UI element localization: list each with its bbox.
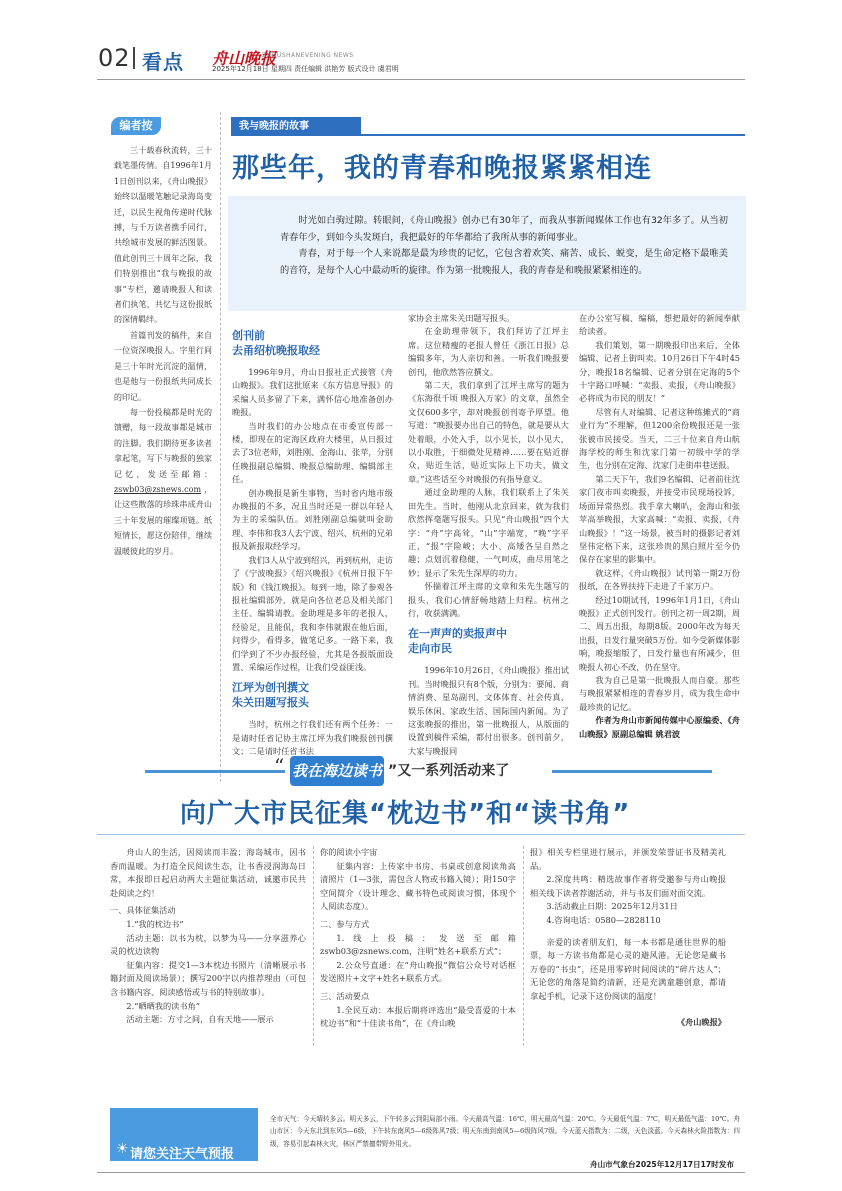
column-separator	[220, 112, 221, 782]
body-paragraph: 我们策划，第一期晚报印出来后，全体编辑、记者上街叫卖。10月26日下午4时45分，晚报18名编辑、记者分别在定海的5个十字路口呼喊：“卖报、卖报，《舟山晚报》必将成为市民的朋友！”	[579, 339, 740, 404]
editor-note-paragraph	[114, 405, 212, 559]
author-signature: 作者为舟山市新闻传媒中心原编委、《舟山晚报》原副总编辑 姚君波	[579, 715, 740, 739]
campaign-paragraph: 征集内容：提交1—3本枕边书照片（清晰展示书籍封面及阅读场景）；撰写200字以内推荐理由（可包含书籍内容、阅读感悟或与书的特别故事）。	[110, 959, 306, 997]
body-paragraph: 第二天下午，我们9名编辑、记者前往沈家门夜市叫卖晚报，并接受市民现场投诉，场面异常热烈。我手拿大喇叭，金海山和张苹高举晚报，大家高喊：“卖报、卖报，《舟山晚报》！”这一场景，被当时的摄影记者刘坚伟定格下来，这张珍贵的黑白照片至今仍保存在家里的影集中。	[579, 473, 740, 565]
campaign-rule-left	[145, 770, 285, 773]
body-paragraph: 当时，杭州之行我们还有两个任务：一是请时任省记协主席江坪为我们晚报创刊撰文；二是请时任省书法	[232, 719, 393, 757]
campaign-paragraph: 4.咨询电话：0580—2828110	[546, 914, 661, 925]
paper-english-name: ZHOUSHANEVENING NEWS	[262, 52, 354, 59]
email-link[interactable]: zswb03@zsnews.com	[114, 484, 202, 494]
campaign-paragraph: 活动主题：方寸之间，自有天地——展示	[126, 1014, 274, 1025]
campaign-paragraph: 活动主题：以书为枕，以梦为马——分享滋养心灵的枕边读物	[110, 932, 306, 957]
body-paragraph: 1996年10月26日，《舟山晚报》推出试刊。当时晚报只有8个版，分别为：要闻、商情消费、星岛副刊、文体体育、社会传真、娱乐休闲、家政生活、国际国内新闻。为了这张晚报的推出，第一批晚报人，从版面的设置到稿件采编，都付出很多。创刊前夕，大家与晚报同	[408, 665, 569, 756]
body-paragraph: 家协会主席朱关田题写报头。	[408, 313, 515, 323]
campaign-paragraph: 征集内容：上传家中书房、书桌或创意阅读角高清照片（1—3张，需包含人物或书籍入镜）；附150字空间简介（设计理念、藏书特色或阅读习惯，体现个人阅读态度）。	[320, 860, 516, 912]
subheading-masthead: 江坪为创刊撰文 朱关田题写报头	[232, 681, 309, 710]
body-paragraph: 1996年9月，舟山日报社正式接管《舟山晚报》。我们这批原来《东方信息导报》的采编人员多留了下来，满怀信心地准备创办晚报。	[232, 367, 393, 418]
story-headline: 那些年，我的青春和晚报紧紧相连	[232, 153, 652, 184]
campaign-column-1	[110, 846, 306, 1027]
body-paragraph: 我为自己是第一批晚报人而自豪。那些与晚报紧紧相连的青春岁月，成为我生命中最珍贵的记忆。	[579, 674, 740, 712]
campaign-column-3	[530, 846, 726, 1029]
section-rule	[361, 134, 745, 136]
editor-note-paragraph: 三十载春秋流转，三十载笔墨传情。自1996年1月1日创刊以来，《舟山晚报》始终以温暖笔触记录海岛变迁，以民生视角传递时代脉搏，与千万读者携手同行，共绘城市发展的鲜活图景。值此创刊三十周年之际，我们特别推出“我与晚报的故事”专栏，邀请晚报人和读者们执笔，共忆与这份报纸的深情羁绊。	[114, 146, 212, 325]
campaign-paragraph: 2.“晒晒我的读书角”	[126, 1000, 200, 1011]
campaign-paragraph: 1.线上投稿：发送至邮箱zswb03@zsnews.com，注明“姓名+联系方式”；	[320, 932, 516, 957]
body-paragraph: 怀揣着江坪主席的文章和朱先生题写的报头，我们心情舒畅地踏上归程。杭州之行，收获满满。	[408, 581, 569, 618]
footer-rule	[97, 1172, 745, 1173]
body-paragraph: 在办公室写稿、编稿，想把最好的新闻奉献给读者。	[579, 313, 740, 337]
story-lead	[280, 213, 728, 279]
subheading-before-launch: 创刊前 去甬绍杭晚报取经	[232, 329, 320, 357]
campaign-paragraph: 1.全民互动：本报后期将评选出“最受喜爱的十本枕边书”和“十佳读书角”，在《舟山晚	[320, 1004, 516, 1029]
campaign-heading: 一、具体征集活动	[110, 905, 176, 916]
quote-mark: “	[274, 754, 285, 778]
story-section-tag: 我与晚报的故事	[231, 117, 361, 136]
campaign-paragraph: 2.深度共鸣：精选故事作者将受邀参与舟山晚报相关线下读者荐谢活动，并与书友们面对面交流。	[530, 874, 726, 898]
campaign-paragraph: 报》相关专栏里进行展示，并颁发荣誉证书及精美礼品。	[530, 847, 726, 871]
column-name: 看点	[142, 50, 184, 74]
lead-paragraph: 时光如白驹过隙。转眼间，《舟山晚报》创办已有30年了，而我从事新闻媒体工作也有32年多了。从当初青春年少，到如今头发斑白，我把最好的年华都给了我所从事的新闻事业。	[280, 215, 728, 243]
subheading-selling: 在一声声的卖报声中 走向市民	[408, 627, 507, 656]
sun-icon: ☀	[116, 1141, 129, 1157]
campaign-column-2	[320, 846, 516, 1031]
story-column-3	[579, 312, 740, 741]
campaign-paragraph: 亲爱的读者朋友们，每一本书都是通往世界的船票，每一方读书角都是心灵的避风港。无论您是藏书万卷的“书虫”，还是用零碎时间阅读的“碎片达人”；无论您的角落是简约清新，还是充满童趣创意，都请拿起手机，记录下这份阅读的温度！	[530, 936, 726, 1001]
column-separator	[523, 846, 524, 1046]
campaign-paragraph: 舟山人的生活，因阅读而丰盈；海岛城市，因书香而温暖。为打造全民阅读生态，让书香浸润海岛日常，本报即日起启动两大主题征集活动，诚邀市民共赴阅读之约！	[110, 847, 306, 898]
campaign-paragraph: 2.公众号直通：在“舟山晚报”微信公众号对话框发送照片+文字+姓名+联系方式。	[320, 959, 516, 984]
editor-note	[114, 143, 212, 559]
weather-title: 请您关注天气预报	[130, 1147, 235, 1162]
editor-note-text: 每一份投稿都是时光的馈赠，每一段故事都是城市的注脚。我们期待更多读者拿起笔，写下与晚报的独家记忆，发送至邮箱：	[114, 407, 212, 479]
campaign-source: 《舟山晚报》	[676, 1016, 726, 1027]
body-paragraph: 当时我们的办公地点在市委宣传部一楼，即现在的定海区政府大楼里，从日报过去了3位老师，刘胜刚、金海山、张苹，分别任晚报副总编辑、晚报总编助理、编辑部主任。	[232, 420, 393, 485]
header-divider	[133, 47, 135, 69]
campaign-paragraph: 1.“我的枕边书”	[126, 918, 184, 929]
body-paragraph: 经过10期试刊，1996年1月1日，《舟山晚报》正式创刊发行。创刊之初一周2期，周二、周五出报，每期8版。2000年改为每天出报，日发行量突破5万份。如今受新媒体影响，晚报缩版了，日发行量也有所减少，但晚报人初心不改，仍在坚守。	[579, 594, 740, 672]
campaign-logo: 我在海边读书	[290, 756, 384, 786]
weather-source: 舟山市气象台2025年12月17日17时发布	[590, 1160, 734, 1169]
weather-forecast: 全市天气：今天晴转多云。明天多云，下午转多云到阴局部小雨。今天最高气温：16℃，明天最高气温：20℃。今天最低气温：7℃，明天最低气温：10℃。舟山市区：今天东北到东风5—6级，下午转东南风5—6级阵风7级；明天东南到南风5—6级阵风7级。今天蓝天指数为：二级，天色淡蓝。今天森林火险指数为：四级，容易引起森林火灾，林区严禁擅带野外用火。	[270, 1115, 740, 1148]
body-paragraph: 就这样，《舟山晚报》试刊第一期2万份报纸，在各界扶持下走进了千家万户。	[579, 567, 740, 592]
body-paragraph: 第二天，我们拿到了江坪主席写的题为《东海很千顷 晚报入万家》的文章，虽然全文仅600多字，却对晚报创刊寄予厚望。他写道：“晚报要办出自己的特色，就是要从大处着眼，小处入手，以小见长，以小见大，以小取胜，于细微处见精神……要在贴近群众，贴近生活，贴近实际上下功夫，做文章。”这些话至今对晚报仍有指导意义。	[408, 380, 569, 484]
issue-info: 2025年12月18日 星期四 责任编辑 洪艳芳 版式设计 虞君明	[212, 65, 399, 73]
campaign-headline: 向广大市民征集“枕边书”和“读书角”	[180, 799, 631, 829]
body-paragraph: 我们3人从宁波到绍兴，再到杭州，走访了《宁波晚报》《绍兴晚报》《杭州日报下午版》和《钱江晚报》。每到一地，除了参观各报社编辑部外，就是向各位老总及相关部门主任、编辑请教。金助理是多年的老报人，经验足，且能侃，我和李伟就跟在他后面，问得少，看得多，做笔记多。一路下来，我们学到了不少办报经验，尤其是各报版面设置、采编运作过程，让我们受益匪浅。	[232, 554, 393, 672]
body-paragraph: 尽管有人对编辑、记者这种练摊式的“商业行为”不理解，但1200余份晚报还是一张张被市民接受。当天，二三十位来自舟山航海学校的师生和沈家门第一初级中学的学生，也分别在定海、沈家门走街串巷送报。	[579, 406, 740, 471]
editor-note-badge: 编者按	[111, 117, 161, 135]
campaign-paragraph: 你的阅读小宇宙	[320, 847, 378, 857]
page-number: 02	[98, 44, 131, 72]
campaign-heading: 三、活动要点	[320, 990, 370, 1001]
campaign-heading: 二、参与方式	[320, 918, 370, 929]
campaign-paragraph: 3.活动截止日期：2025年12月31日	[546, 901, 678, 912]
campaign-rule-right	[552, 770, 712, 773]
lead-paragraph: 青春，对于每一个人来说都是最为珍贵的记忆，它包含着欢笑、痛苦、成长、蜕变，是生命定格下最唯美的音符，是每个人心中最动听的旋律。作为第一批晚报人，我的青春是和晚报紧紧相连的。	[280, 248, 728, 276]
paper-logo: 舟山晚报	[212, 49, 277, 68]
story-column-2	[408, 312, 569, 758]
editor-note-tail: ，让这些散落的珍珠串成舟山三十年发展的璀璨项链。纸短情长，愿这份陪伴，继续温暖彼此的岁月。	[114, 484, 212, 556]
body-paragraph: 创办晚报是新生事物，当时省内地市级办晚报的不多，况且当时还是一群以年轻人为主的采编队伍。刘胜刚副总编就叫金助理、李伟和我3人去宁波、绍兴、杭州的兄弟报及新报取经学习。	[232, 487, 393, 552]
header-rule	[97, 79, 745, 80]
campaign-subtitle: ”又一系列活动来了	[388, 763, 510, 779]
body-paragraph: 通过金助理的人脉，我们联系上了朱关田先生。当时，他刚从北京回来，就为我们欣然挥毫题写报头。只见“舟山晚报”四个大字：“舟”字高耸，“山”字端宽，“晚”字平正，“报”字险峻；大小、高矮各呈自然之趣；点划沉着稳健，一气呵成，曲尽用笔之妙；显示了朱先生深厚的功力。	[408, 487, 569, 578]
column-separator	[313, 846, 314, 1046]
campaign-rule	[97, 834, 745, 835]
editor-note-paragraph: 首篇刊发的稿件，来自一位资深晚报人。字里行间是三十年时光沉淀的温情，也是他与一份报纸共同成长的印记。	[114, 330, 212, 402]
body-paragraph: 在金助理带领下，我们拜访了江坪主席。这位精瘦的老报人曾任《浙江日报》总编辑多年，为人亲切和善。一听我们晚报要创刊，他欣然答应撰文。	[408, 326, 569, 377]
story-column-1	[232, 322, 393, 759]
